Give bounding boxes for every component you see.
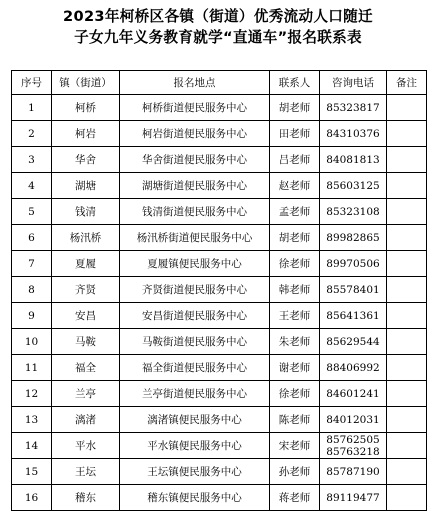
phone-cell	[320, 485, 387, 511]
phone-cell	[320, 251, 387, 277]
note-cell	[387, 303, 427, 329]
phone-cell	[320, 173, 387, 199]
seq-cell: 13	[12, 407, 52, 433]
table-row	[12, 277, 427, 303]
phone-cell	[320, 433, 387, 459]
town-cell: 夏履	[52, 251, 120, 277]
seq-cell: 1	[12, 95, 52, 121]
contact-cell: 陈老师	[270, 407, 320, 433]
town-cell: 福全	[52, 355, 120, 381]
town-cell: 钱清	[52, 199, 120, 225]
table-row	[12, 485, 427, 511]
seq-cell: 14	[12, 433, 52, 459]
place-cell: 平水镇便民服务中心	[120, 433, 270, 459]
table-row	[12, 173, 427, 199]
note-cell	[387, 459, 427, 485]
table-row	[12, 381, 427, 407]
title-line-1: 2023年柯桥区各镇（街道）优秀流动人口随迁	[63, 8, 373, 25]
place-cell: 福全街道便民服务中心	[120, 355, 270, 381]
note-cell	[387, 199, 427, 225]
place-cell: 兰亭街道便民服务中心	[120, 381, 270, 407]
place-cell: 安昌街道便民服务中心	[120, 303, 270, 329]
phone-number: 85787190	[326, 465, 380, 478]
phone-cell	[320, 199, 387, 225]
phone-number: 85629544	[326, 335, 380, 348]
phone-cell	[320, 459, 387, 485]
phone-cell	[320, 225, 387, 251]
phone-cell	[320, 277, 387, 303]
note-cell	[387, 251, 427, 277]
note-cell	[387, 173, 427, 199]
place-cell: 王坛镇便民服务中心	[120, 459, 270, 485]
header-phone: 咨询电话	[320, 71, 387, 95]
table-row	[12, 303, 427, 329]
place-cell: 柯桥街道便民服务中心	[120, 95, 270, 121]
place-cell: 柯岩街道便民服务中心	[120, 121, 270, 147]
note-cell	[387, 95, 427, 121]
town-cell: 华舍	[52, 147, 120, 173]
place-cell: 夏履镇便民服务中心	[120, 251, 270, 277]
contact-cell: 田老师	[270, 121, 320, 147]
seq-cell: 10	[12, 329, 52, 355]
contact-cell: 孙老师	[270, 459, 320, 485]
seq-cell: 9	[12, 303, 52, 329]
seq-cell: 11	[12, 355, 52, 381]
table-row	[12, 251, 427, 277]
table-row	[12, 355, 427, 381]
header-seq: 序号	[12, 71, 52, 95]
seq-cell: 3	[12, 147, 52, 173]
phone-number: 85323108	[326, 205, 380, 218]
phone-number: 85603125	[326, 179, 380, 192]
seq-cell: 6	[12, 225, 52, 251]
table-row	[12, 225, 427, 251]
contact-cell: 徐老师	[270, 251, 320, 277]
header-town: 镇（街道）	[52, 71, 120, 95]
header-note: 备注	[387, 71, 427, 95]
phone-cell	[320, 381, 387, 407]
town-cell: 杨汛桥	[52, 225, 120, 251]
note-cell	[387, 407, 427, 433]
table-row	[12, 329, 427, 355]
table-row	[12, 121, 427, 147]
phone-number: 88406992	[326, 361, 380, 374]
contact-cell: 朱老师	[270, 329, 320, 355]
town-cell: 安昌	[52, 303, 120, 329]
document-title	[0, 6, 436, 48]
contact-table	[11, 70, 427, 511]
phone-cell	[320, 147, 387, 173]
contact-cell: 韩老师	[270, 277, 320, 303]
table-row	[12, 407, 427, 433]
place-cell: 漓渚镇便民服务中心	[120, 407, 270, 433]
phone-number: 89970506	[326, 257, 380, 270]
contact-cell: 谢老师	[270, 355, 320, 381]
note-cell	[387, 381, 427, 407]
phone-cell	[320, 407, 387, 433]
town-cell: 王坛	[52, 459, 120, 485]
seq-cell: 7	[12, 251, 52, 277]
contact-cell: 徐老师	[270, 381, 320, 407]
phone-cell	[320, 329, 387, 355]
contact-cell: 王老师	[270, 303, 320, 329]
place-cell: 杨汛桥街道便民服务中心	[120, 225, 270, 251]
phone-cell	[320, 303, 387, 329]
phone-cell	[320, 355, 387, 381]
phone-number: 85762505	[326, 433, 380, 446]
note-cell	[387, 433, 427, 459]
contact-cell: 孟老师	[270, 199, 320, 225]
town-cell: 兰亭	[52, 381, 120, 407]
place-cell: 马鞍街道便民服务中心	[120, 329, 270, 355]
town-cell: 漓渚	[52, 407, 120, 433]
phone-number: 85763218	[326, 445, 380, 458]
phone-number: 84601241	[326, 387, 380, 400]
phone-number: 85578401	[326, 283, 380, 296]
contact-cell: 蒋老师	[270, 485, 320, 511]
seq-cell: 16	[12, 485, 52, 511]
title-line-2: 子女九年义务教育就学“直通车”报名联系表	[74, 29, 362, 46]
contact-cell: 胡老师	[270, 225, 320, 251]
header-contact: 联系人	[270, 71, 320, 95]
town-cell: 柯桥	[52, 95, 120, 121]
phone-number: 85641361	[326, 309, 380, 322]
place-cell: 湖塘街道便民服务中心	[120, 173, 270, 199]
phone-cell	[320, 121, 387, 147]
note-cell	[387, 225, 427, 251]
table-row	[12, 199, 427, 225]
seq-cell: 8	[12, 277, 52, 303]
phone-cell	[320, 95, 387, 121]
table-row	[12, 95, 427, 121]
contact-cell: 胡老师	[270, 95, 320, 121]
seq-cell: 2	[12, 121, 52, 147]
seq-cell: 12	[12, 381, 52, 407]
town-cell: 马鞍	[52, 329, 120, 355]
phone-number: 85323817	[326, 101, 380, 114]
table-header-row	[12, 71, 427, 95]
seq-cell: 5	[12, 199, 52, 225]
phone-number: 84081813	[326, 153, 380, 166]
header-place: 报名地点	[120, 71, 270, 95]
town-cell: 平水	[52, 433, 120, 459]
note-cell	[387, 121, 427, 147]
place-cell: 齐贤街道便民服务中心	[120, 277, 270, 303]
town-cell: 湖塘	[52, 173, 120, 199]
table-body	[12, 95, 427, 511]
seq-cell: 15	[12, 459, 52, 485]
place-cell: 钱清街道便民服务中心	[120, 199, 270, 225]
phone-number: 84310376	[326, 127, 380, 140]
phone-number: 89119477	[326, 491, 380, 504]
note-cell	[387, 485, 427, 511]
place-cell: 华舍街道便民服务中心	[120, 147, 270, 173]
place-cell: 稽东镇便民服务中心	[120, 485, 270, 511]
table-row	[12, 433, 427, 459]
phone-number: 84012031	[326, 413, 380, 426]
note-cell	[387, 355, 427, 381]
contact-cell: 赵老师	[270, 173, 320, 199]
phone-number: 89982865	[326, 231, 380, 244]
note-cell	[387, 147, 427, 173]
table-row	[12, 459, 427, 485]
note-cell	[387, 329, 427, 355]
note-cell	[387, 277, 427, 303]
contact-cell: 宋老师	[270, 433, 320, 459]
town-cell: 柯岩	[52, 121, 120, 147]
seq-cell: 4	[12, 173, 52, 199]
town-cell: 稽东	[52, 485, 120, 511]
table-row	[12, 147, 427, 173]
town-cell: 齐贤	[52, 277, 120, 303]
contact-cell: 吕老师	[270, 147, 320, 173]
